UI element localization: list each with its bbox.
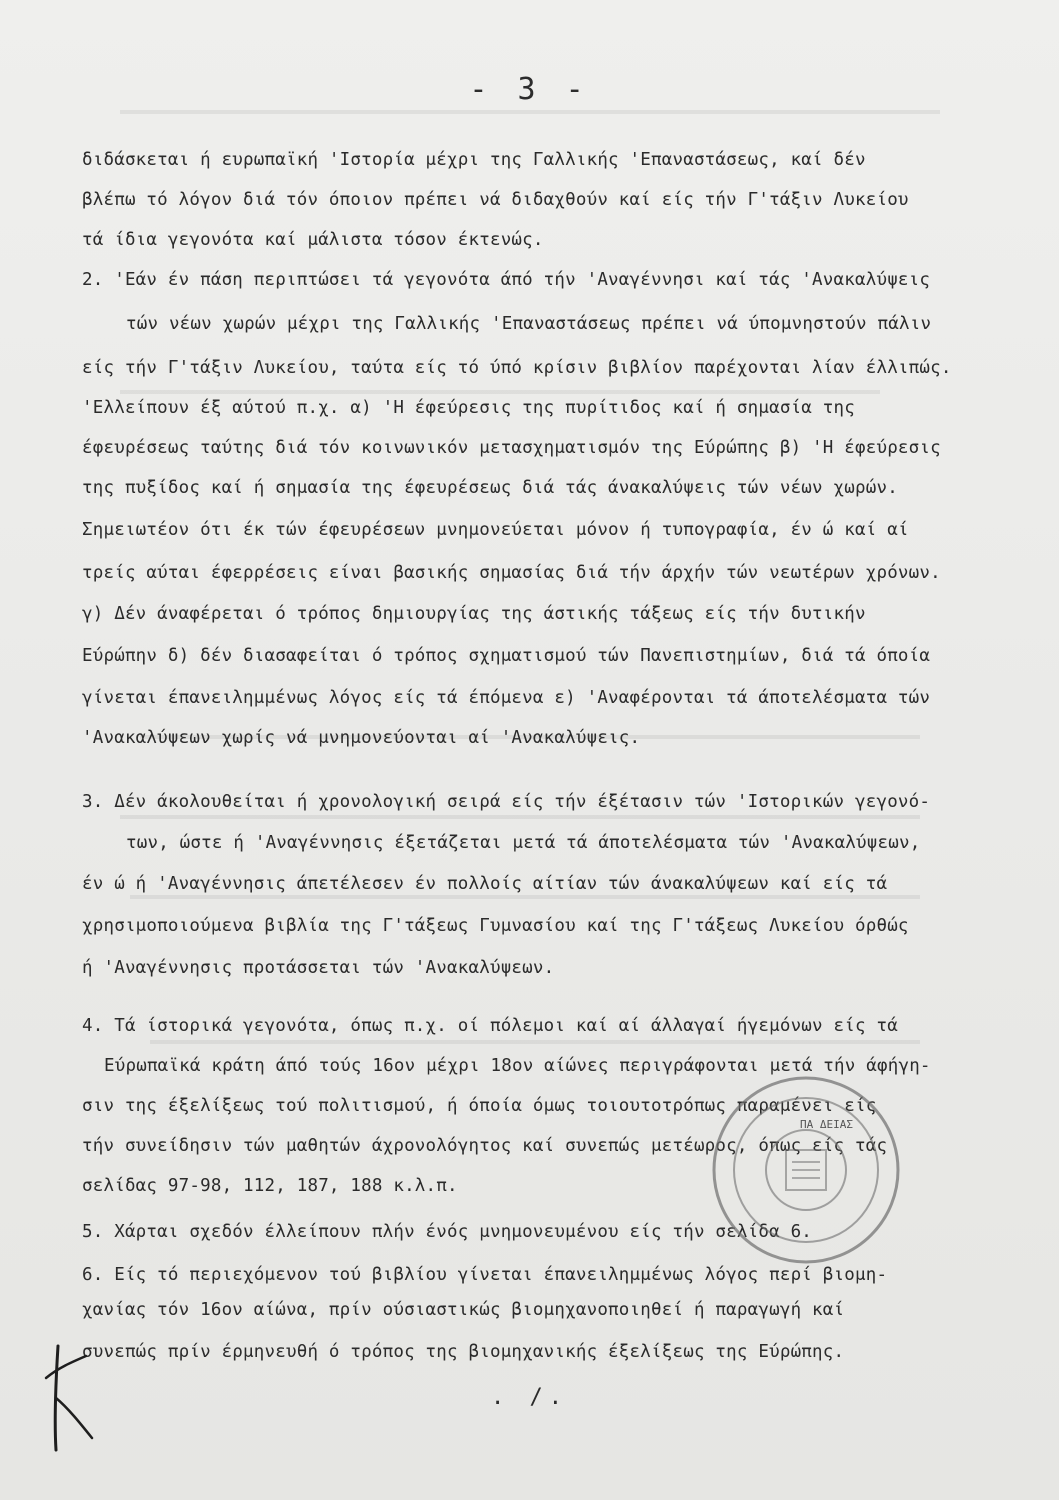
text-line: συνεπώς πρίν έρμηνευθή ό τρόπος της βιομηχανικής έξελίξεως της Εύρώπης. [82, 1342, 845, 1362]
text-line: 4. Τά ίστορικά γεγονότα, όπως π.χ. οί πόλεμοι καί αί άλλαγαί ήγεμόνων είς τά [82, 1016, 898, 1036]
text-line: τήν συνείδησιν τών μαθητών άχρονολόγητος καί συνεπώς μετέωρος, όπως είς τάς [82, 1136, 888, 1156]
text-line: Εύρώπην δ) δέν διασαφείται ό τρόπος σχηματισμού τών Πανεπιστημίων, διά τά όποία [82, 646, 931, 666]
official-stamp-icon [706, 1070, 906, 1270]
text-line: έν ώ ή 'Αναγέννησις άπετέλεσεν έν πολλοίς αίτίαν τών άνακαλύψεων καί είς τά [82, 874, 888, 894]
text-line: χανίας τόν 16ον αίώνα, πρίν ούσιαστικώς βιομηχανοποιηθεί ή παραγωγή καί [82, 1300, 845, 1320]
text-line: Σημειωτέον ότι έκ τών έφευρέσεων μνημονεύεται μόνον ή τυπογραφία, έν ώ καί αί [82, 520, 909, 540]
continuation-mark: . /. [491, 1385, 568, 1410]
text-line: έφευρέσεως ταύτης διά τόν κοινωνικόν μετασχηματισμόν της Εύρώπης β) 'Η έφεύρεσις [82, 438, 941, 458]
text-line: σιν της έξελίξεως τού πολιτισμού, ή όποία όμως τοιουτοτρόπως παραμένει είς [82, 1096, 877, 1116]
text-line: διδάσκεται ή ευρωπαϊκή 'Ιστορία μέχρι της Γαλλικής 'Επαναστάσεως, καί δέν [82, 150, 866, 170]
text-line: γίνεται έπανειλημμένως λόγος είς τά έπόμενα ε) 'Αναφέρονται τά άποτελέσματα τών [82, 688, 931, 708]
text-line: 6. Είς τό περιεχόμενον τού βιβλίου γίνεται έπανειλημμένως λόγος περί βιομη- [82, 1265, 888, 1285]
text-line: ή 'Αναγέννησις προτάσσεται τών 'Ανακαλύψεων. [82, 958, 555, 978]
text-line: τρείς αύται έφερρέσεις είναι βασικής σημασίας διά τήν άρχήν τών νεωτέρων χρόνων. [82, 563, 941, 583]
text-line: 5. Χάρται σχεδόν έλλείπουν πλήν ένός μνημονευμένου είς τήν σελίδα 6. [82, 1222, 813, 1242]
text-line: είς τήν Γ'τάξιν Λυκείου, ταύτα είς τό ύπό κρίσιν βιβλίον παρέχονται λίαν έλλιπώς. [82, 358, 952, 378]
text-line: τά ίδια γεγονότα καί μάλιστα τόσον έκτενώς. [82, 230, 544, 250]
text-line: 'Ελλείπουν έξ αύτού π.χ. α) 'Η έφεύρεσις της πυρίτιδος καί ή σημασία της [82, 398, 855, 418]
text-line: βλέπω τό λόγον διά τόν όποιον πρέπει νά διδαχθούν καί είς τήν Γ'τάξιν Λυκείου [82, 190, 909, 210]
text-line: γ) Δέν άναφέρεται ό τρόπος δημιουργίας της άστικής τάξεως είς τήν δυτικήν [82, 604, 866, 624]
text-line: τών νέων χωρών μέχρι της Γαλλικής 'Επαναστάσεως πρέπει νά ύπομνηστούν πάλιν [126, 314, 932, 334]
text-line: 3. Δέν άκολουθείται ή χρονολογική σειρά είς τήν έξέτασιν τών 'Ιστορικών γεγονό- [82, 792, 931, 812]
page-number: - 3 - [469, 72, 590, 107]
stamp-text: ΠΑ ΔΕΙΑΣ [800, 1118, 853, 1131]
text-line: της πυξίδος καί ή σημασία της έφευρέσεως διά τάς άνακαλύψεις τών νέων χωρών. [82, 478, 898, 498]
text-line: 'Ανακαλύψεων χωρίς νά μνημονεύονται αί 'Ανακαλύψεις. [82, 728, 641, 748]
text-line: χρησιμοποιούμενα βιβλία της Γ'τάξεως Γυμνασίου καί της Γ'τάξεως Λυκείου όρθώς [82, 916, 909, 936]
text-line: σελίδας 97-98, 112, 187, 188 κ.λ.π. [82, 1176, 458, 1196]
text-line: 2. 'Εάν έν πάση περιπτώσει τά γεγονότα άπό τήν 'Αναγέννησι καί τάς 'Ανακαλύψεις [82, 270, 931, 290]
text-line: των, ώστε ή 'Αναγέννησις έξετάζεται μετά τά άποτελέσματα τών 'Ανακαλύψεων, [126, 833, 921, 853]
handwritten-signature-icon [38, 1338, 98, 1458]
text-line: Εύρωπαϊκά κράτη άπό τούς 16ον μέχρι 18ον αίώνες περιγράφονται μετά τήν άφήγη- [104, 1056, 931, 1076]
